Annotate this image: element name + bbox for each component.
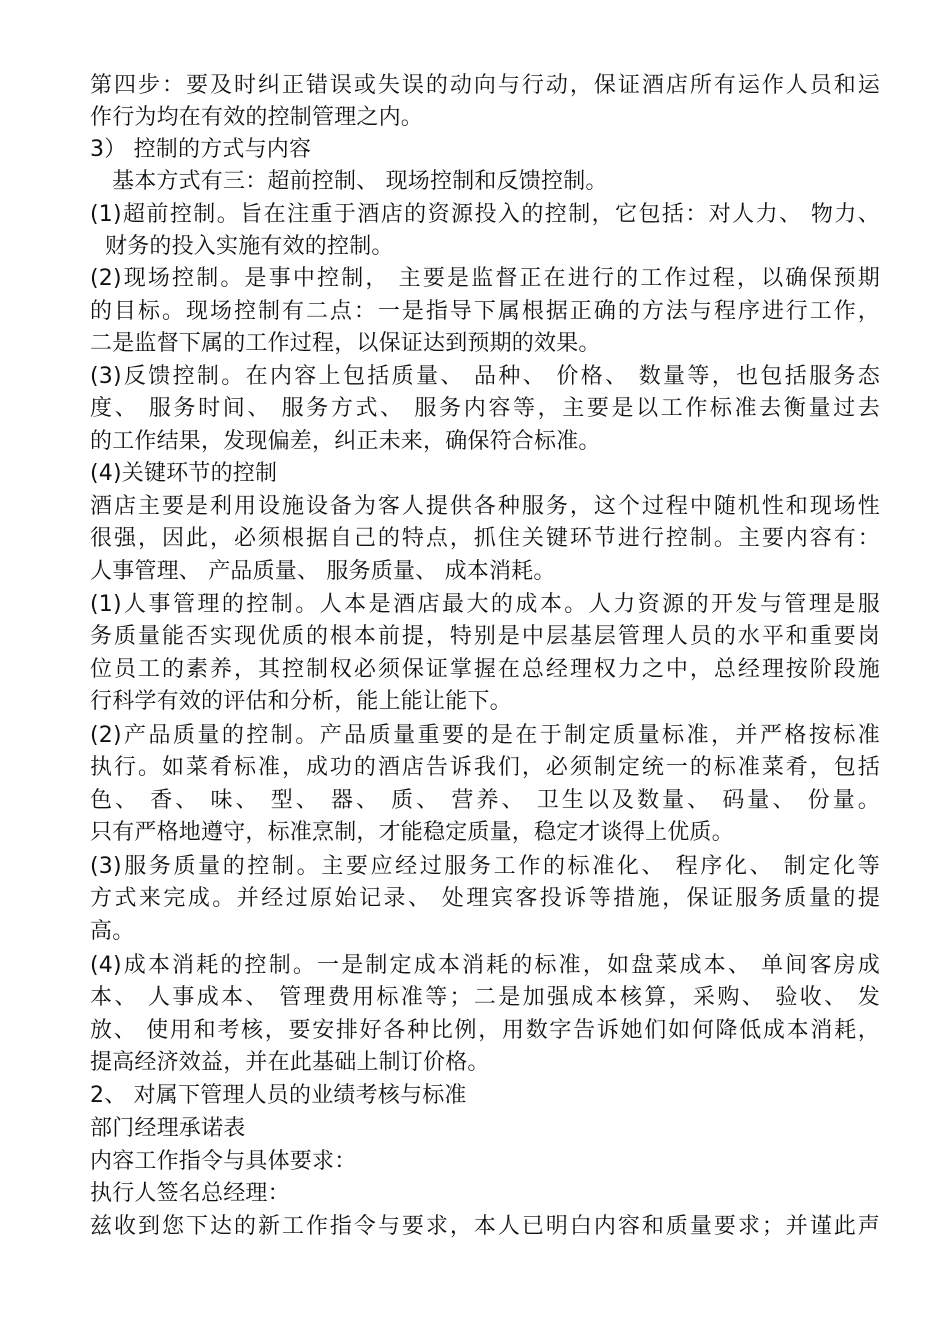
text-line: 务质量能否实现优质的根本前提，特别是中层基层管理人员的水平和重要岗 (90, 624, 880, 649)
form-label: 执行人签名总经理： (90, 1181, 290, 1206)
text-line: 执行。如菜肴标准，成功的酒店告诉我们，必须制定统一的标准菜肴，包括 (90, 755, 880, 780)
text-line: 作行为均在有效的控制管理之内。 (90, 105, 424, 130)
text-line: (3)服务质量的控制。主要应经过服务工作的标准化、 程序化、 制定化等 (90, 854, 880, 879)
text-line: (3)反馈控制。在内容上包括质量、 品种、 价格、 数量等，也包括服务态 (90, 364, 880, 389)
text-line: 方式来完成。并经过原始记录、 处理宾客投诉等措施，保证服务质量的提 (90, 886, 880, 911)
text-line: (4)成本消耗的控制。一是制定成本消耗的标准，如盘菜成本、 单间客房成 (90, 953, 880, 978)
text-line: (1)超前控制。旨在注重于酒店的资源投入的控制，它包括：对人力、 物力、 (90, 202, 880, 227)
form-label: 内容工作指令与具体要求： (90, 1149, 357, 1174)
section-heading: (4)关键环节的控制 (90, 461, 278, 486)
text-line: 度、 服务时间、 服务方式、 服务内容等，主要是以工作标准去衡量过去 (90, 396, 880, 421)
section-heading: 2、 对属下管理人员的业绩考核与标准 (90, 1083, 467, 1108)
text-line: 很强，因此，必须根据自己的特点，抓住关键环节进行控制。主要内容有： (90, 526, 880, 551)
section-heading: 3） 控制的方式与内容 (90, 137, 312, 162)
text-line: 的工作结果，发现偏差，纠正未来，确保符合标准。 (90, 429, 601, 454)
form-title: 部门经理承诺表 (90, 1116, 246, 1141)
text-line: 人事管理、 产品质量、 服务质量、 成本消耗。 (90, 559, 556, 584)
text-line: 位员工的素养，其控制权必须保证掌握在总经理权力之中，总经理按阶段施 (90, 657, 880, 682)
text-line: (1)人事管理的控制。人本是酒店最大的成本。人力资源的开发与管理是服 (90, 592, 880, 617)
text-line: 本、 人事成本、 管理费用标准等；二是加强成本核算，采购、 验收、 发 (90, 985, 880, 1010)
text-line: 色、 香、 味、 型、 器、 质、 营养、 卫生以及数量、 码量、 份量。 (90, 788, 880, 813)
text-line: 行科学有效的评估和分析，能上能让能下。 (90, 689, 512, 714)
text-line: 酒店主要是利用设施设备为客人提供各种服务，这个过程中随机性和现场性 (90, 494, 880, 519)
text-line: 提高经济效益，并在此基础上制订价格。 (90, 1050, 490, 1075)
text-line: 基本方式有三：超前控制、 现场控制和反馈控制。 (112, 169, 608, 194)
text-line: 第四步：要及时纠正错误或失误的动向与行动，保证酒店所有运作人员和运 (90, 73, 880, 98)
text-line: 二是监督下属的工作过程，以保证达到预期的效果。 (90, 331, 601, 356)
text-line: 放、 使用和考核，要安排好各种比例，用数字告诉她们如何降低成本消耗， (90, 1018, 880, 1043)
text-line: 财务的投入实施有效的控制。 (105, 234, 394, 259)
text-line: 兹收到您下达的新工作指令与要求，本人已明白内容和质量要求；并谨此声 (90, 1214, 880, 1239)
text-line: (2)现场控制。是事中控制， 主要是监督正在进行的工作过程，以确保预期 (90, 266, 880, 291)
text-line: (2)产品质量的控制。产品质量重要的是在于制定质量标准，并严格按标准 (90, 723, 880, 748)
text-line: 高。 (90, 919, 135, 944)
text-line: 只有严格地遵守，标准烹制，才能稳定质量，稳定才谈得上优质。 (90, 820, 734, 845)
text-line: 的目标。现场控制有二点：一是指导下属根据正确的方法与程序进行工作， (90, 299, 880, 324)
